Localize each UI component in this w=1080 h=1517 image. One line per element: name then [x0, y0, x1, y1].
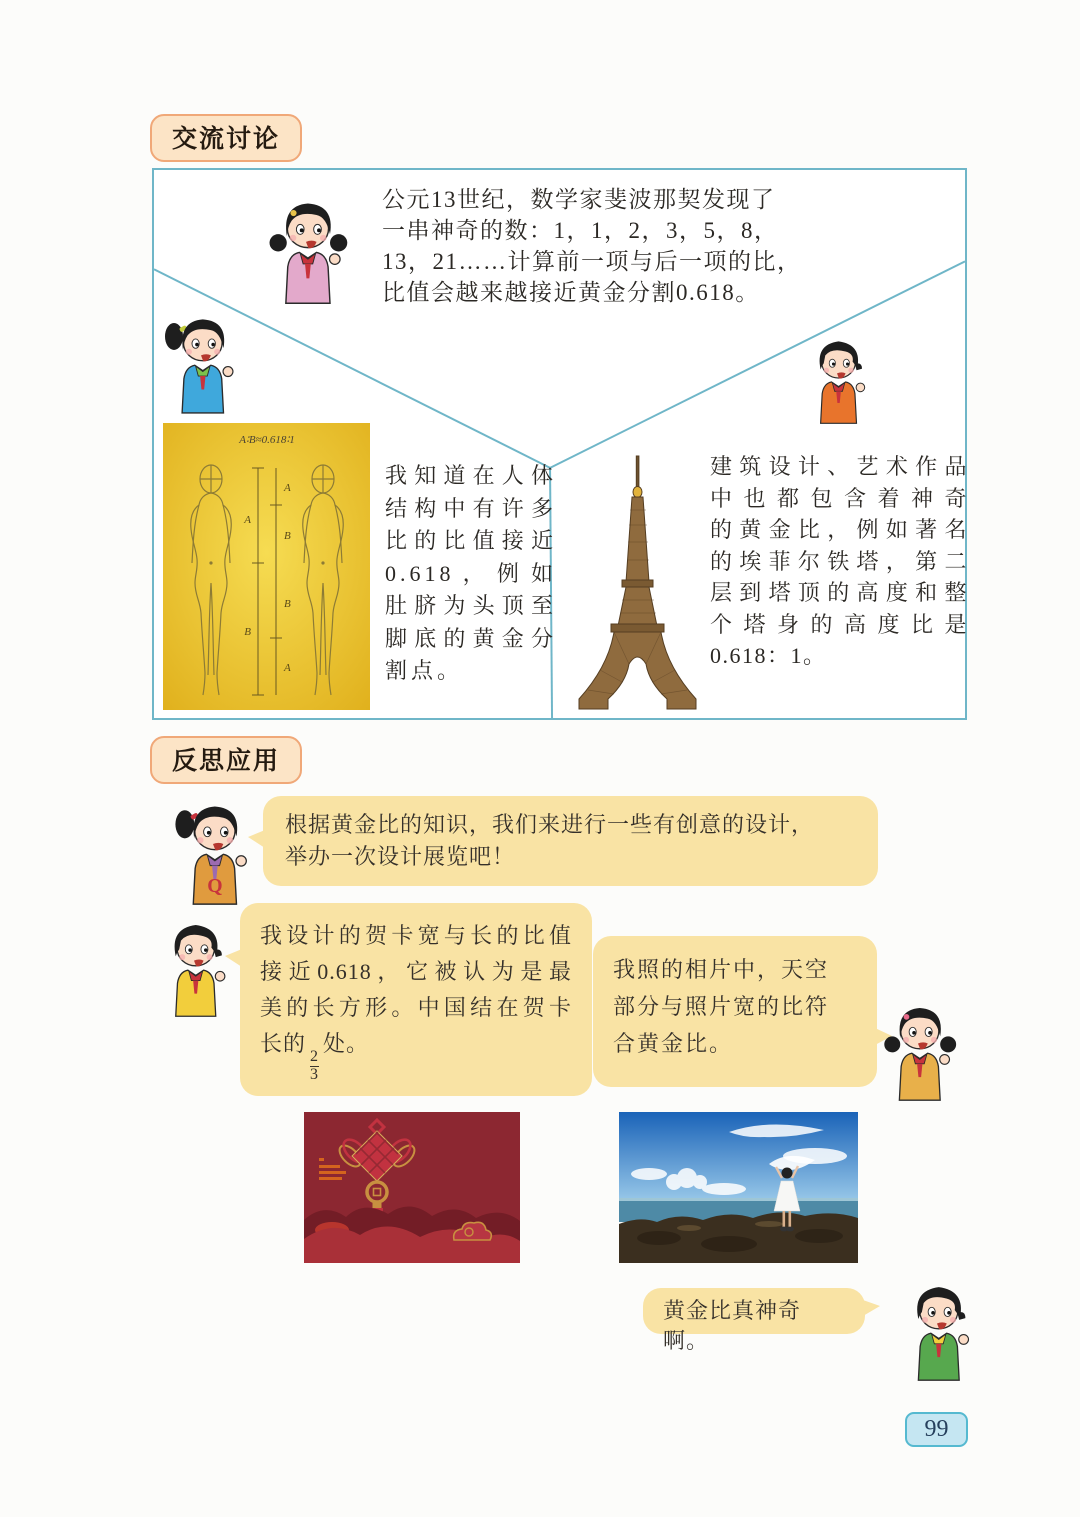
body-proportion-figure	[163, 423, 370, 710]
page-number-badge: 99	[905, 1412, 968, 1447]
svg-text:A∶B≈0.618∶1: A∶B≈0.618∶1	[239, 434, 295, 446]
chinese-knot-card-illustration	[304, 1112, 520, 1263]
girl-tan-top-icon	[872, 1000, 964, 1102]
greeting-card-image	[304, 1112, 520, 1263]
body-proportion-illustration	[163, 423, 370, 710]
girl-q-sweater-icon	[166, 798, 260, 906]
speech-bubble-amazing: 黄金比真神奇啊。	[643, 1288, 865, 1334]
fraction-two-thirds: $\frac{2}{3}$	[310, 1048, 320, 1083]
svg-text:A: A	[244, 514, 251, 526]
beach-photo-illustration	[619, 1112, 858, 1263]
svg-text:B: B	[284, 598, 291, 610]
speech-bubble-greeting-card: 我设计的贺卡宽与长的比值 接近0.618，它被认为是最 美的长方形。中国结在贺卡 长的 $\frac{2}{3}$ 处。	[240, 903, 592, 1096]
eiffel-dialog-text: 建筑设计、艺术作品 中也都包含着神奇 的黄金比，例如著名 的埃菲尔铁塔，第二 层到塔顶的高度和整 个塔身的高度比是 0.618：1。	[710, 454, 968, 668]
discussion-section-badge: 交流讨论	[150, 114, 302, 162]
boy-green-jacket-icon	[890, 1280, 984, 1382]
svg-text:A: A	[284, 662, 291, 674]
eiffel-tower-figure	[570, 450, 705, 714]
fraction-line: 长的 $\frac{2}{3}$ 处。	[260, 1031, 370, 1083]
svg-text:Q: Q	[207, 874, 223, 897]
speech-bubble-design-exhibit: 根据黄金比的知识，我们来进行一些有创意的设计， 举办一次设计展览吧！	[263, 796, 878, 886]
body-ratio-dialog-text: 我知道在人体 结构中有许多 比的比值接近 0.618，例如 肚脐为头顶至 脚底的黄金分 割点。	[385, 463, 557, 683]
girl-blue-jacket-icon	[156, 310, 246, 416]
beach-photo-image	[619, 1112, 858, 1263]
fibonacci-dialog-text: 公元13世纪，数学家斐波那契发现了 一串神奇的数：1，1，2，3，5，8， 13，21……计算前一项与后一项的比， 比值会越来越接近黄金分割0.618。	[382, 187, 802, 305]
speech-bubble-photo-ratio: 我照的相片中，天空 部分与照片宽的比符 合黄金比。	[593, 936, 877, 1087]
reflection-section-badge: 反思应用	[150, 736, 302, 784]
svg-text:A: A	[284, 482, 291, 494]
girl-pink-jacket-icon	[258, 194, 354, 306]
boy-yellow-shirt-icon	[143, 918, 245, 1018]
svg-text:B: B	[284, 530, 291, 542]
boy-orange-sweater-icon	[798, 334, 876, 426]
eiffel-tower-illustration	[570, 450, 705, 714]
svg-text:B: B	[244, 626, 251, 638]
